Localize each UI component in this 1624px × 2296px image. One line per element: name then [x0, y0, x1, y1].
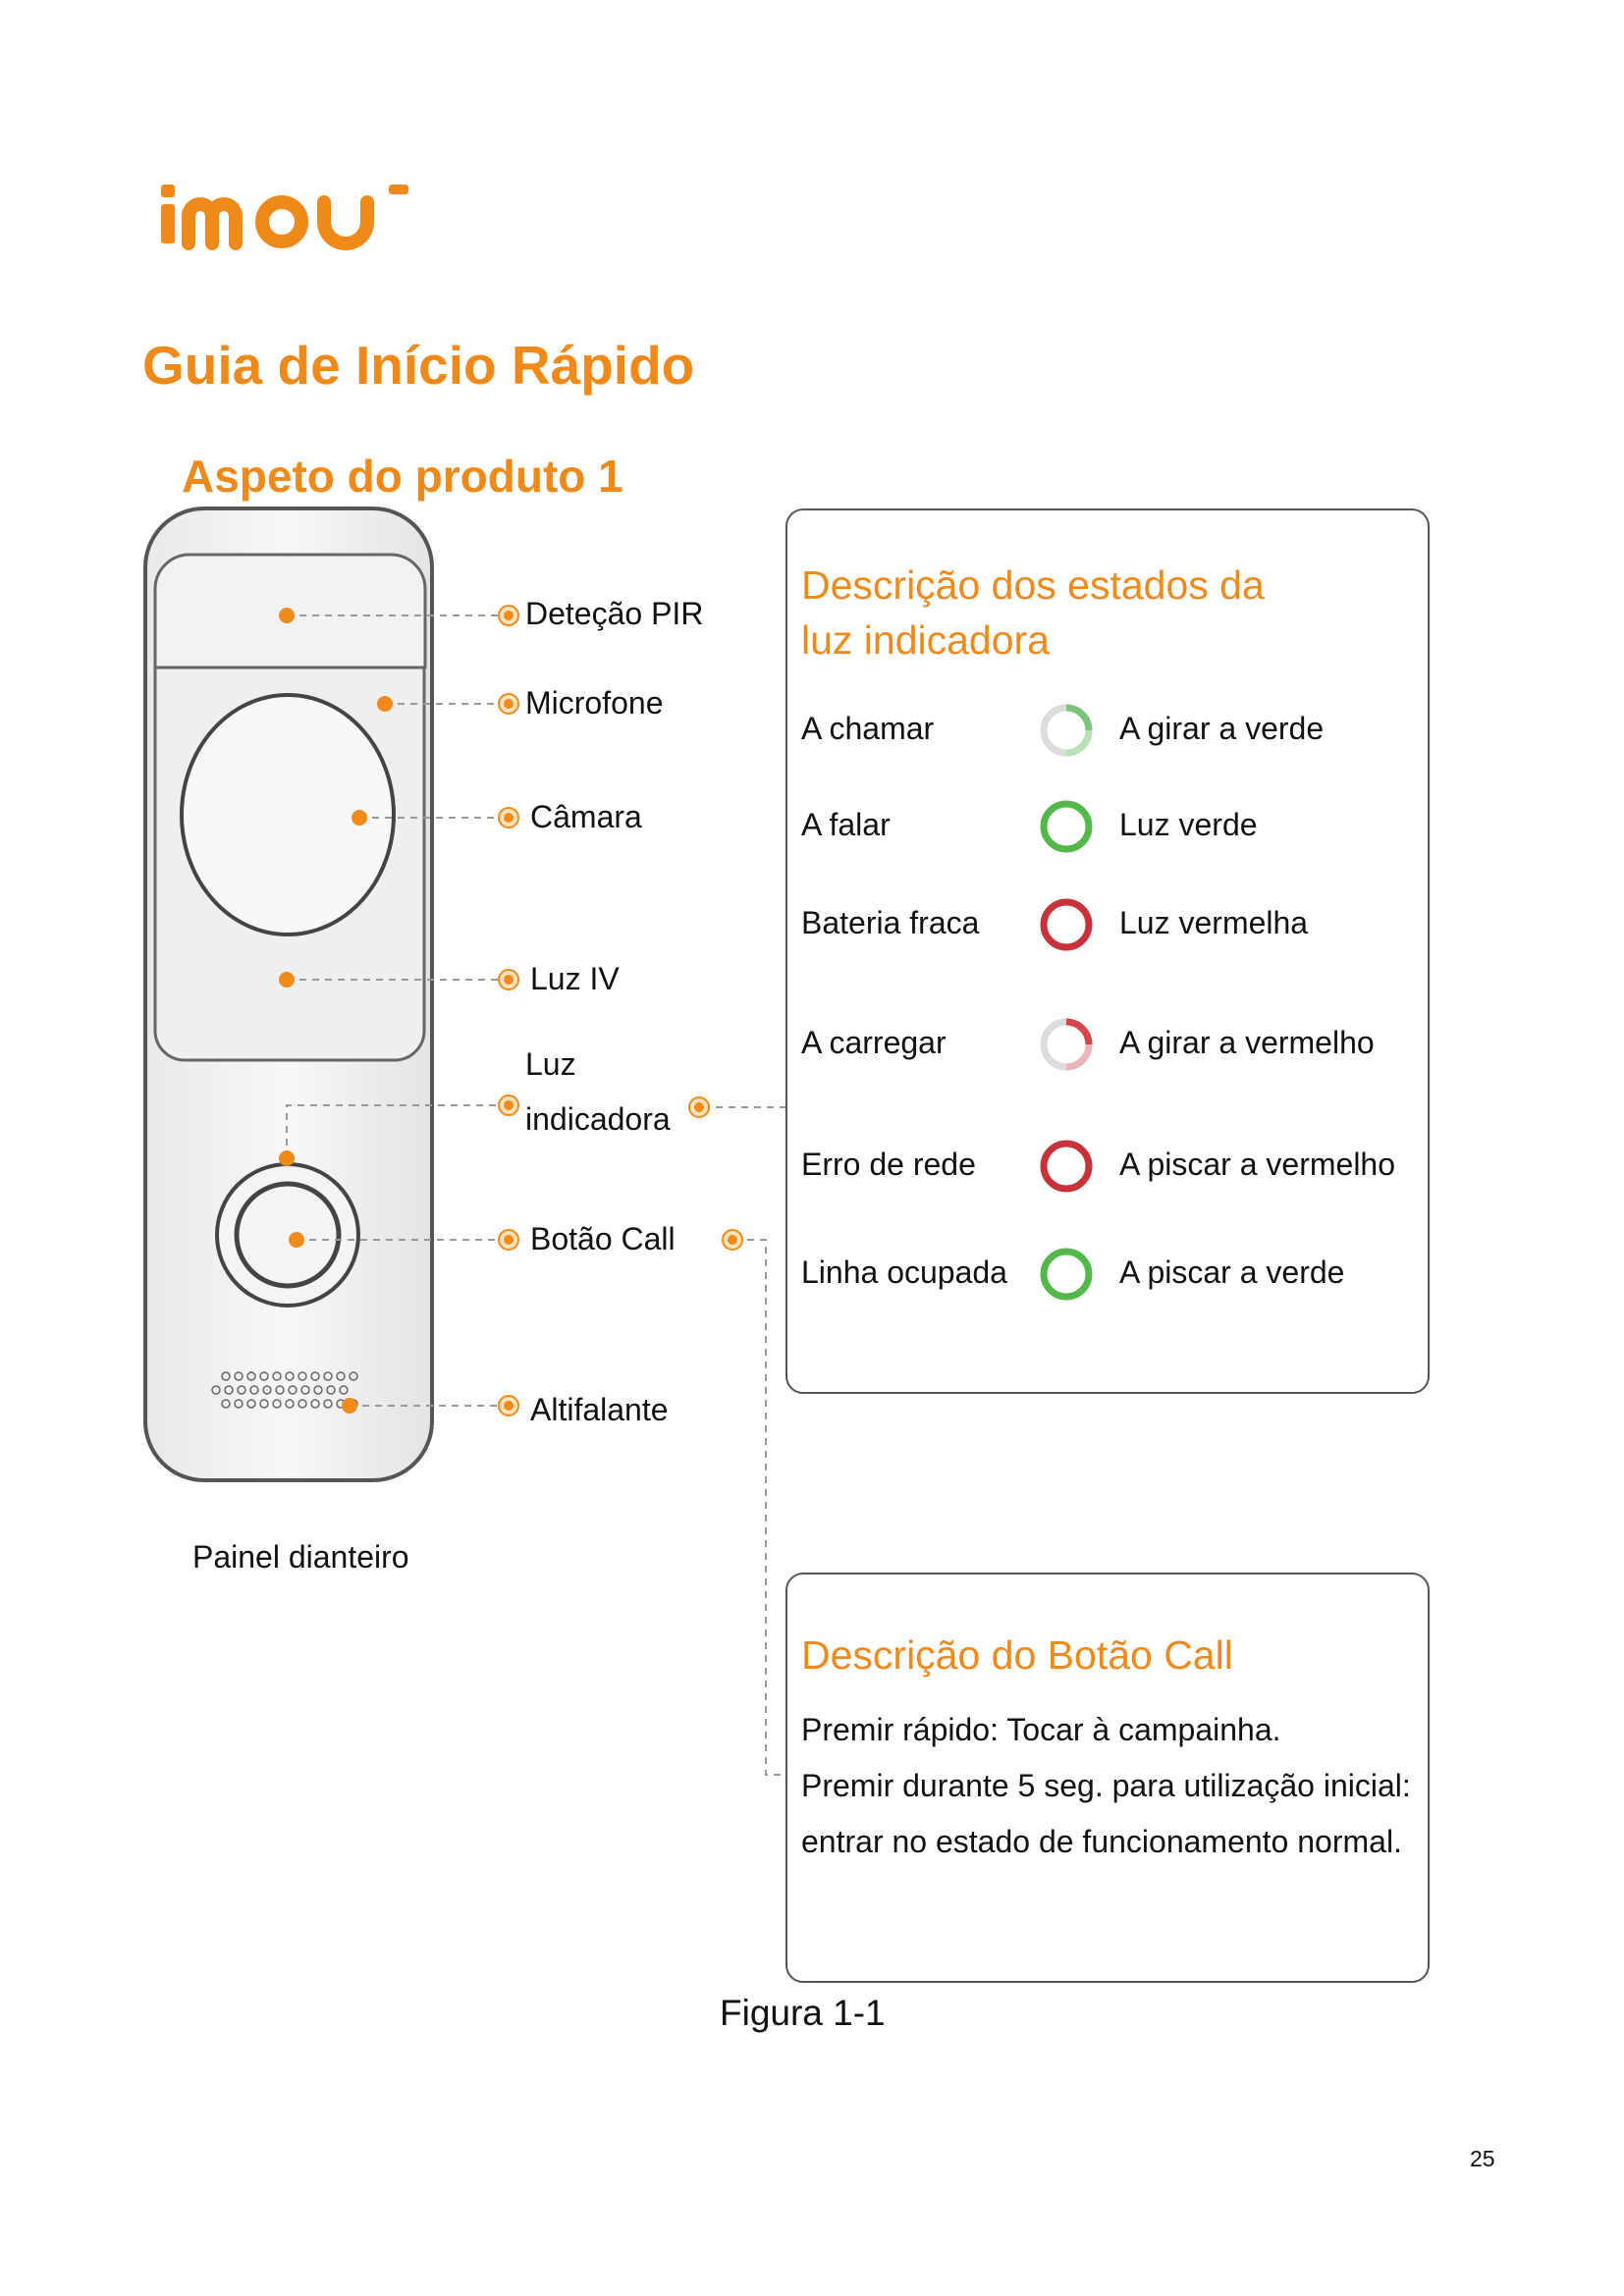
state-name: A chamar [801, 711, 935, 746]
state-desc: A girar a verde [1119, 711, 1325, 746]
indicator-panel-title-line1: Descrição dos estados da [801, 562, 1265, 608]
indicator-states-panel [785, 508, 1430, 1394]
section-title: Aspeto do produto 1 [182, 451, 623, 502]
label-speaker: Altifalante [530, 1392, 669, 1427]
device-caption: Painel dianteiro [192, 1539, 409, 1575]
label-call-button: Botão Call [530, 1221, 676, 1256]
call-panel-line: Premir durante 5 seg. para utilização inicial: [801, 1768, 1411, 1803]
label-indicator-line1: Luz [525, 1046, 576, 1082]
page-title: Guia de Início Rápido [142, 335, 695, 396]
state-desc: Luz vermelha [1119, 905, 1309, 940]
flashing-red-ring-icon [1037, 1137, 1096, 1196]
indicator-panel-title-line2: luz indicadora [801, 617, 1050, 663]
state-desc: A piscar a vermelho [1119, 1147, 1396, 1182]
state-row [787, 797, 1428, 856]
state-row [787, 1015, 1428, 1074]
spinning-green-ring-icon [1037, 701, 1096, 760]
label-camera: Câmara [530, 799, 642, 834]
solid-red-ring-icon [1037, 895, 1096, 954]
label-ir-light: Luz IV [530, 961, 620, 996]
label-microphone: Microfone [525, 685, 664, 721]
label-indicator-line2: indicadora [525, 1101, 671, 1137]
page-number: 25 [1470, 2146, 1495, 2171]
state-name: Linha ocupada [801, 1255, 1007, 1290]
state-row [787, 701, 1428, 760]
state-row [787, 895, 1428, 954]
state-desc: A piscar a verde [1119, 1255, 1345, 1290]
solid-green-ring-icon [1037, 797, 1096, 856]
state-row [787, 1137, 1428, 1196]
state-desc: A girar a vermelho [1119, 1025, 1375, 1060]
call-panel-line: entrar no estado de funcionamento normal. [801, 1824, 1402, 1859]
state-name: A falar [801, 807, 891, 842]
call-panel-line: Premir rápido: Tocar à campainha. [801, 1712, 1281, 1747]
figure-caption: Figura 1-1 [720, 1993, 886, 2033]
call-panel-title: Descrição do Botão Call [801, 1632, 1233, 1678]
call-button-panel [785, 1573, 1430, 1983]
flashing-green-ring-icon [1037, 1245, 1096, 1304]
state-row [787, 1245, 1428, 1304]
label-pir: Deteção PIR [525, 596, 704, 631]
state-name: A carregar [801, 1025, 947, 1060]
state-name: Erro de rede [801, 1147, 976, 1182]
label-marker-icons [499, 606, 742, 1415]
spinning-red-ring-icon [1037, 1015, 1096, 1074]
state-name: Bateria fraca [801, 905, 980, 940]
state-desc: Luz verde [1119, 807, 1258, 842]
